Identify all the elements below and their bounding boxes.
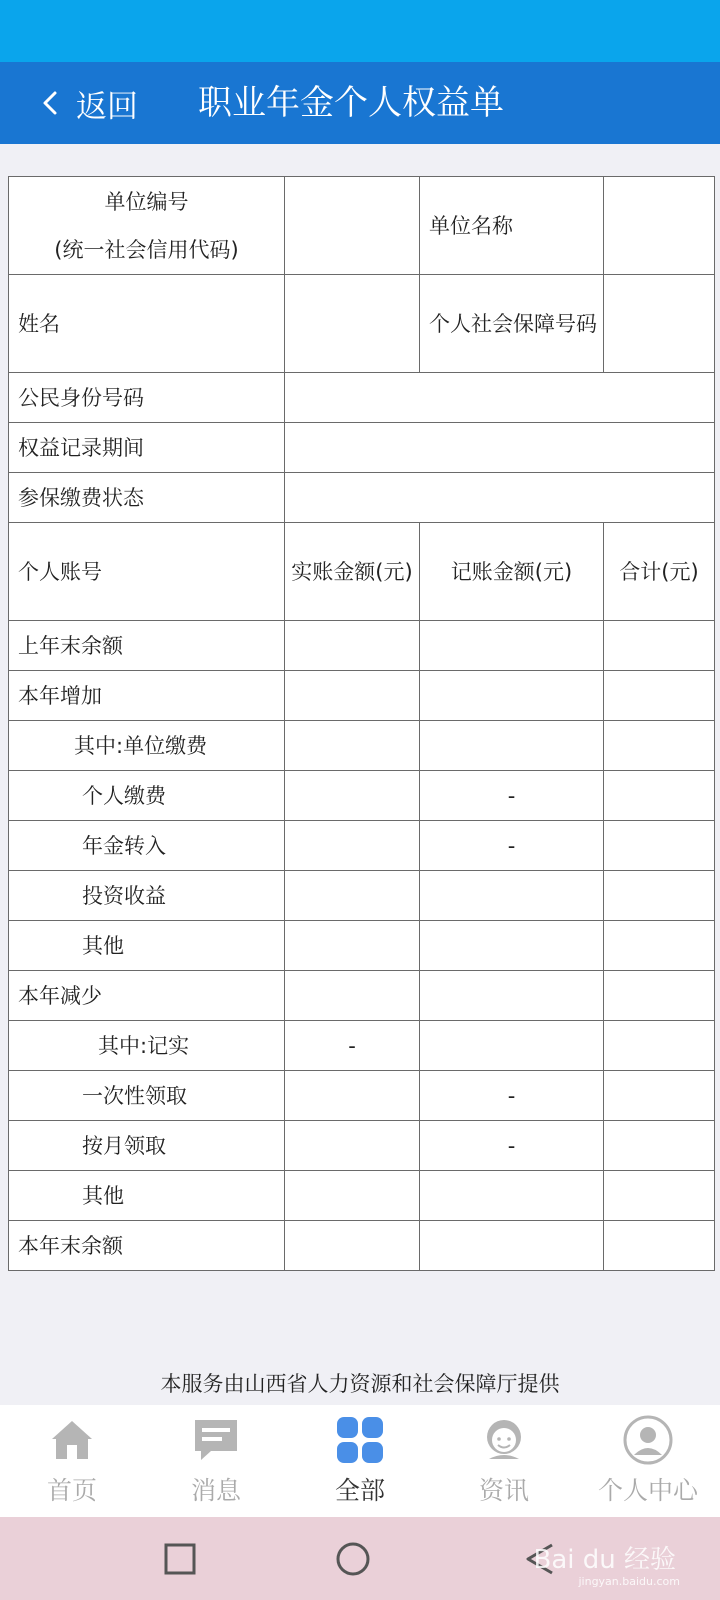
home-icon (47, 1415, 97, 1465)
id-number-label: 公民身份号码 (9, 373, 285, 423)
grid-icon (335, 1415, 385, 1465)
account-label: 个人账号 (9, 523, 285, 621)
row-total (604, 1021, 715, 1071)
table-row (9, 473, 715, 523)
table-row (9, 1171, 715, 1221)
table-row (9, 523, 715, 621)
row-label: 本年减少 (9, 971, 285, 1021)
table-row (9, 671, 715, 721)
chevron-left-icon (38, 90, 64, 116)
row-booked (420, 1171, 604, 1221)
row-booked (420, 1021, 604, 1071)
col-actual-header: 实账金额(元) (285, 523, 420, 621)
row-actual: - (285, 1021, 420, 1071)
table-row (9, 971, 715, 1021)
row-booked (420, 971, 604, 1021)
watermark-site: jingyan.baidu.com (578, 1575, 680, 1588)
row-total (604, 821, 715, 871)
system-nav-bar (0, 1517, 720, 1600)
table-row (9, 177, 715, 275)
row-total (604, 721, 715, 771)
tab-all[interactable] (288, 1405, 432, 1517)
tab-home[interactable] (0, 1405, 144, 1517)
unit-name-label: 单位名称 (420, 177, 604, 275)
record-period-value (285, 423, 715, 473)
id-number-value (285, 373, 715, 423)
unit-name-value (604, 177, 715, 275)
ssn-label: 个人社会保障号码 (420, 275, 604, 373)
unit-code-label (9, 177, 285, 275)
row-booked (420, 921, 604, 971)
recent-apps-icon[interactable] (160, 1539, 200, 1579)
row-booked (420, 1221, 604, 1271)
back-button[interactable] (38, 80, 138, 126)
row-total (604, 921, 715, 971)
row-total (604, 771, 715, 821)
home-button-icon[interactable] (333, 1539, 373, 1579)
row-label: 其中:记实 (9, 1021, 285, 1071)
footer-note: 本服务由山西省人力资源和社会保障厅提供 (160, 1372, 560, 1396)
col-total-header: 合计(元) (604, 523, 715, 621)
row-actual (285, 971, 420, 1021)
table-row (9, 621, 715, 671)
page-title: 职业年金个人权益单 (198, 83, 504, 123)
message-icon (191, 1415, 241, 1465)
table-row (9, 871, 715, 921)
row-label: 本年增加 (9, 671, 285, 721)
row-actual (285, 1071, 420, 1121)
status-value (285, 473, 715, 523)
table-row (9, 1221, 715, 1271)
unit-code-line1: 单位编号 (104, 189, 189, 214)
tab-label: 资讯 (478, 1476, 529, 1505)
row-actual (285, 671, 420, 721)
name-label: 姓名 (9, 275, 285, 373)
tab-label: 个人中心 (597, 1476, 698, 1505)
row-label: 本年末余额 (9, 1221, 285, 1271)
col-booked-header: 记账金额(元) (420, 523, 604, 621)
row-actual (285, 721, 420, 771)
tab-label: 首页 (46, 1476, 97, 1505)
row-actual (285, 871, 420, 921)
row-booked (420, 621, 604, 671)
back-label: 返回 (76, 88, 138, 125)
row-booked: - (420, 771, 604, 821)
row-total (604, 671, 715, 721)
row-actual (285, 1171, 420, 1221)
row-booked (420, 671, 604, 721)
nav-bar (0, 62, 720, 144)
row-label: 年金转入 (9, 821, 285, 871)
row-total (604, 871, 715, 921)
table-row (9, 721, 715, 771)
watermark: Bai du 经验 (533, 1545, 676, 1575)
row-total (604, 1071, 715, 1121)
table-row (9, 373, 715, 423)
tab-messages[interactable] (144, 1405, 288, 1517)
row-total (604, 621, 715, 671)
row-total (604, 1221, 715, 1271)
status-label: 参保缴费状态 (9, 473, 285, 523)
tab-label: 消息 (190, 1476, 241, 1505)
row-label: 一次性领取 (9, 1071, 285, 1121)
record-period-label: 权益记录期间 (9, 423, 285, 473)
tab-bar (0, 1405, 720, 1517)
row-total (604, 971, 715, 1021)
row-actual (285, 1221, 420, 1271)
table-row (9, 1071, 715, 1121)
tab-news[interactable] (432, 1405, 576, 1517)
row-booked: - (420, 1121, 604, 1171)
row-label: 个人缴费 (9, 771, 285, 821)
row-label: 投资收益 (9, 871, 285, 921)
table-row (9, 921, 715, 971)
row-actual (285, 621, 420, 671)
row-total (604, 1121, 715, 1171)
news-icon (479, 1415, 529, 1465)
row-total (604, 1171, 715, 1221)
rights-table (8, 176, 714, 1271)
table-row (9, 1021, 715, 1071)
table-row (9, 1121, 715, 1171)
tab-label: 全部 (334, 1476, 385, 1505)
table-row (9, 821, 715, 871)
row-label: 上年末余额 (9, 621, 285, 671)
user-icon (623, 1415, 673, 1465)
row-booked: - (420, 821, 604, 871)
row-actual (285, 1121, 420, 1171)
row-actual (285, 921, 420, 971)
status-bar (0, 0, 720, 62)
row-label: 按月领取 (9, 1121, 285, 1171)
name-value (285, 275, 420, 373)
row-label: 其他 (9, 921, 285, 971)
row-actual (285, 821, 420, 871)
row-booked (420, 721, 604, 771)
row-label: 其中:单位缴费 (9, 721, 285, 771)
unit-code-line2: (统一社会信用代码) (54, 237, 239, 262)
ssn-value (604, 275, 715, 373)
table-row (9, 771, 715, 821)
tab-profile[interactable] (576, 1405, 720, 1517)
row-label: 其他 (9, 1171, 285, 1221)
row-booked (420, 871, 604, 921)
table-row (9, 275, 715, 373)
unit-code-value (285, 177, 420, 275)
row-actual (285, 771, 420, 821)
table-row (9, 423, 715, 473)
row-booked: - (420, 1071, 604, 1121)
